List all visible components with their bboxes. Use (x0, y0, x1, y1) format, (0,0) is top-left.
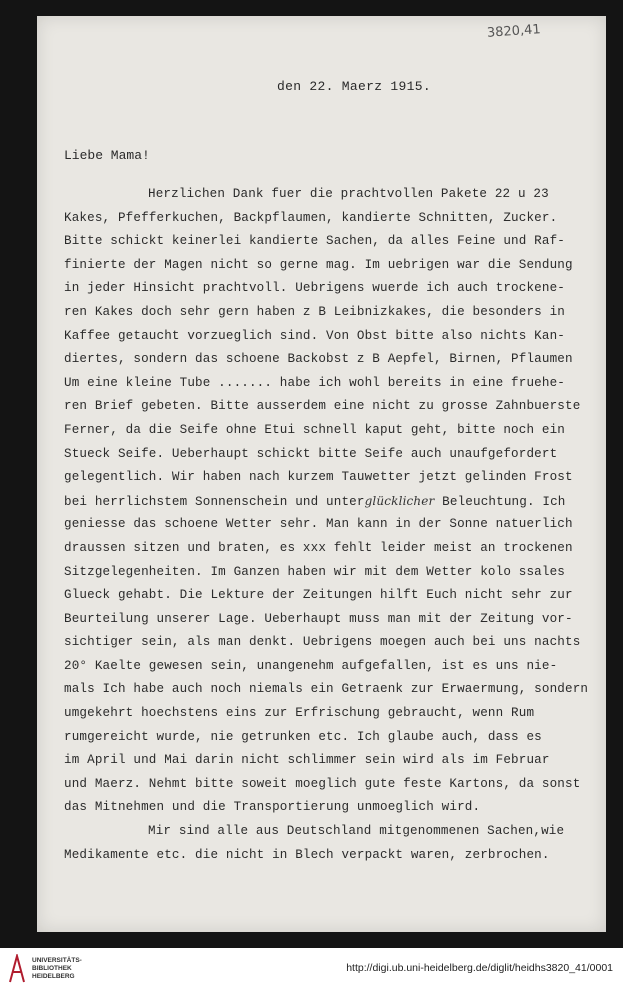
letter-line: Kakes, Pfefferkuchen, Backpflaumen, kandierte Schnitten, Zucker. (64, 210, 558, 225)
letter-line: Beurteilung unserer Lage. Ueberhaupt muss man mit der Zeitung vor- (64, 611, 573, 626)
letter-line: umgekehrt hoechstens eins zur Erfrischung gebraucht, wenn Rum (64, 706, 535, 721)
letter-body (64, 183, 589, 867)
letter-line: Ferner, da die Seife ohne Etui schnell kaput geht, bitte noch ein (64, 422, 565, 437)
letter-line: und Maerz. Nehmt bitte soweit moeglich gute feste Kartons, da sonst (64, 776, 581, 791)
letter-line-end: Beleuchtung. Ich (434, 494, 566, 509)
letter-salutation: Liebe Mama! (64, 148, 150, 163)
letter-line: gelegentlich. Wir haben nach kurzem Tauwetter jetzt gelinden Frost (64, 470, 573, 485)
letter-line: in jeder Hinsicht prachtvoll. Uebrigens wuerde ich auch trockene- (64, 281, 565, 296)
letter-line: Stueck Seife. Ueberhaupt schickt bitte Seife auch unaufgefordert (64, 446, 558, 461)
letter-line: im April und Mai darin nicht schlimmer sein wird als im Februar (64, 753, 550, 768)
letter-line-with-insert (64, 490, 574, 514)
letter-line: Medikamente etc. die nicht in Blech verpackt waren, zerbrochen. (64, 847, 550, 862)
letter-line: draussen sitzen und braten, es xxx fehlt leider meist an trockenen (64, 540, 573, 555)
university-library-logo-icon (8, 954, 26, 984)
letter-line: sichtiger sein, als man denkt. Uebrigens moegen auch bei uns nachts (64, 635, 581, 650)
letter-line: Herzlichen Dank fuer die prachtvollen Pakete 22 u 23 (148, 187, 549, 201)
letter-line: finierte der Magen nicht so gerne mag. Im uebrigen war die Sendung (64, 257, 573, 272)
letter-date: den 22. Maerz 1915. (277, 79, 431, 94)
letter-line: Um eine kleine Tube ....... habe ich wohl bereits in eine fruehe- (64, 375, 565, 390)
letter-line: Mir sind alle aus Deutschland mitgenommenen Sachen,wie (148, 824, 565, 839)
letter-line: das Mitnehmen und die Transportierung unmoeglich wird. (64, 800, 481, 815)
letter-line: ren Kakes doch sehr gern haben z B Leibnizkakes, die besonders in (64, 304, 565, 319)
library-name-line: HEIDELBERG (32, 973, 75, 980)
letter-line: Sitzgelegenheiten. Im Ganzen haben wir mit dem Wetter kolo ssales (64, 564, 565, 579)
handwritten-insert: glücklicher (364, 493, 435, 508)
letter-line-start: bei herrlichstem Sonnenschein und unter (64, 494, 365, 509)
letter-line: Bitte schickt keinerlei kandierte Sachen, da alles Feine und Raf- (64, 234, 565, 249)
archive-mark: 3820,41 (486, 22, 542, 41)
letter-line: Kaffee getaucht vorzueglich sind. Von Obst bitte also nichts Kan- (64, 328, 565, 343)
letter-line: 20° Kaelte gewesen sein, unangenehm aufgefallen, ist es uns nie- (64, 658, 558, 673)
library-name (32, 957, 82, 981)
letter-line: rumgereicht wurde, nie getrunken etc. Ich glaube auch, dass es (64, 729, 542, 744)
letter-line: diertes, sondern das schoene Backobst z B Aepfel, Birnen, Pflaumen (64, 352, 573, 367)
letter-line: geniesse das schoene Wetter sehr. Man kann in der Sonne natuerlich (64, 517, 573, 532)
permalink-url[interactable]: http://digi.ub.uni-heidelberg.de/diglit/heidhs3820_41/0001 (346, 962, 613, 974)
letter-line: Glueck gehabt. Die Lekture der Zeitungen hilft Euch nicht sehr zur (64, 588, 573, 603)
library-name-line: BIBLIOTHEK (32, 965, 72, 972)
library-name-line: UNIVERSITÄTS- (32, 957, 82, 964)
letter-line: mals Ich habe auch noch niemals ein Getraenk zur Erwaermung, sondern (64, 682, 589, 697)
letter-line: ren Brief gebeten. Bitte ausserdem eine nicht zu grosse Zahnbuerste (64, 399, 581, 414)
